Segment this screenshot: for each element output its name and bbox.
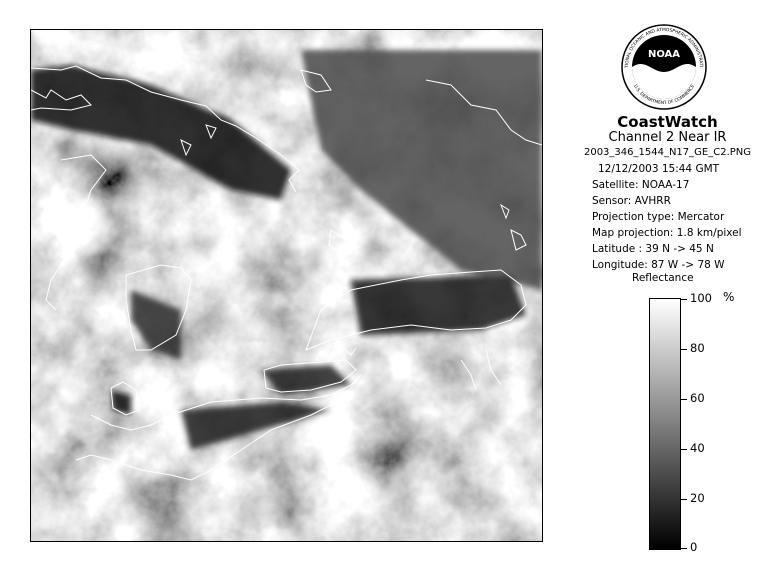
legend-tick-60 — [681, 399, 687, 400]
satellite-text: Satellite: NOAA-17 — [592, 179, 690, 191]
legend-tick-100 — [681, 299, 687, 300]
map-projection-text: Map projection: 1.8 km/pixel — [592, 227, 742, 239]
product-title: CoastWatch — [617, 113, 718, 131]
legend-tick-label: 100 — [690, 291, 712, 305]
file-name: 2003_346_1544_N17_GE_C2.PNG — [583, 147, 752, 158]
latitude-text: Latitude : 39 N -> 45 N — [592, 243, 714, 255]
legend-label: Reflectance — [632, 272, 694, 284]
legend-tick-label: 80 — [690, 341, 705, 355]
logo-text: NOAA — [647, 49, 681, 60]
logo-ring-text-bottom: U.S. DEPARTMENT OF COMMERCE — [632, 84, 696, 107]
sensor-text: Sensor: AVHRR — [592, 195, 671, 207]
satellite-image — [30, 29, 543, 542]
legend-tick-20 — [681, 499, 687, 500]
datetime-text: 12/12/2003 15:44 GMT — [598, 163, 720, 175]
legend-tick-40 — [681, 449, 687, 450]
channel-label: Channel 2 Near IR — [608, 130, 727, 145]
logo-ring-text-top: TIONAL OCEANIC AND ATMOSPHERIC ADMINISTRATI — [624, 27, 704, 69]
projection-type-text: Projection type: Mercator — [592, 211, 725, 223]
satellite-image-svg — [31, 30, 542, 541]
legend-tick-label: 60 — [690, 391, 705, 405]
reflectance-colorbar — [649, 298, 681, 550]
legend-tick-label: 0 — [690, 540, 698, 554]
legend-tick-label: 40 — [690, 441, 705, 455]
longitude-text: Longitude: 87 W -> 78 W — [592, 259, 725, 271]
legend-tick-0 — [681, 548, 687, 549]
legend-tick-80 — [681, 349, 687, 350]
legend-tick-label: 20 — [690, 491, 705, 505]
noaa-logo — [621, 24, 707, 110]
legend-unit: % — [723, 290, 735, 304]
